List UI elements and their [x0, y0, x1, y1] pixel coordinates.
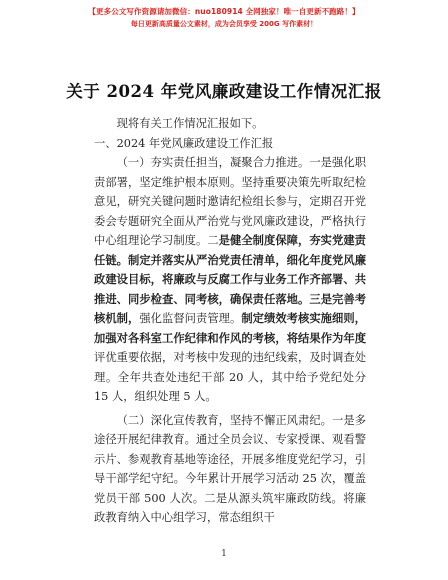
paragraph-1-part-a: （一）夯实责任担当，凝聚合力推进。一是强化职责部署，坚定维护根本原则。坚持重要决策先听取纪检意见，研究关键问题时邀请纪检组长参与，定期召开党委会专题研究全面从严治党与党风廉政建设，严格执行中心组理论学习制度。二 — [94, 156, 366, 247]
paragraph-1-bold-1: 是健全制度保障，夯实党建责任链。 — [94, 233, 366, 267]
paragraph-2: （二）深化宣传教育，坚持不懈正风肃纪。一是多途径开展纪律教育。通过全员会议、专家授课、观看警示片、参观教育基地等途径，开展多维度党纪学习，引导干部学纪守纪。今年累计开展学习活动 25 次，覆盖党员干部 500 人次。二是从源头筑牢廉政防线。将廉政教育纳入中心组学习，常态组织干 — [94, 413, 366, 524]
paragraph-1 — [94, 153, 366, 407]
paragraph-1-part-c6: 评优重要依据，对考核中发现的违纪线索，及时调查处理。全年共查处违纪干部 20 人，其中给予党纪处分 15 人，组织处理 5 人。 — [94, 351, 366, 403]
section-heading: 一、2024 年党风廉政建设工作汇报 — [94, 136, 274, 150]
document-title: 关于 2024 年党风廉政建设工作情况汇报 — [66, 82, 382, 101]
intro-paragraph: 现将有关工作情况汇报如下。 — [116, 117, 264, 130]
page-number: 1 — [221, 549, 227, 559]
banner-line-1: 【更多公文写作资源请加微信：nuo180914 全网独家！唯一自更新不跑路！】 — [88, 7, 360, 16]
paragraph-1-part-c2: 强化监督问责管理。 — [139, 312, 242, 325]
promo-banner — [0, 6, 448, 30]
banner-line-2: 每日更新高质量公文素材，成为会员享受 200G 写作素材！ — [130, 20, 318, 28]
paragraph-1-bold-4: 制定绩效考核实施细则， — [241, 311, 366, 325]
paragraph-1-bold-5: 加强对各科室工作纪律和作风的考核， — [94, 330, 287, 345]
paragraph-1-bold-2: 制定并落实从严治党责任清单，细化年度党风廉政建设目标，将廉政与反腐工作与业务工作齐部署、共推进、同步检查、同考核，确保责任落地。三 — [94, 252, 366, 306]
paragraph-1-bold-3: 是完善考核机制， — [94, 291, 366, 325]
paragraph-1-bold-6: 将结果作为年度 — [286, 330, 366, 345]
document-body — [94, 114, 366, 528]
